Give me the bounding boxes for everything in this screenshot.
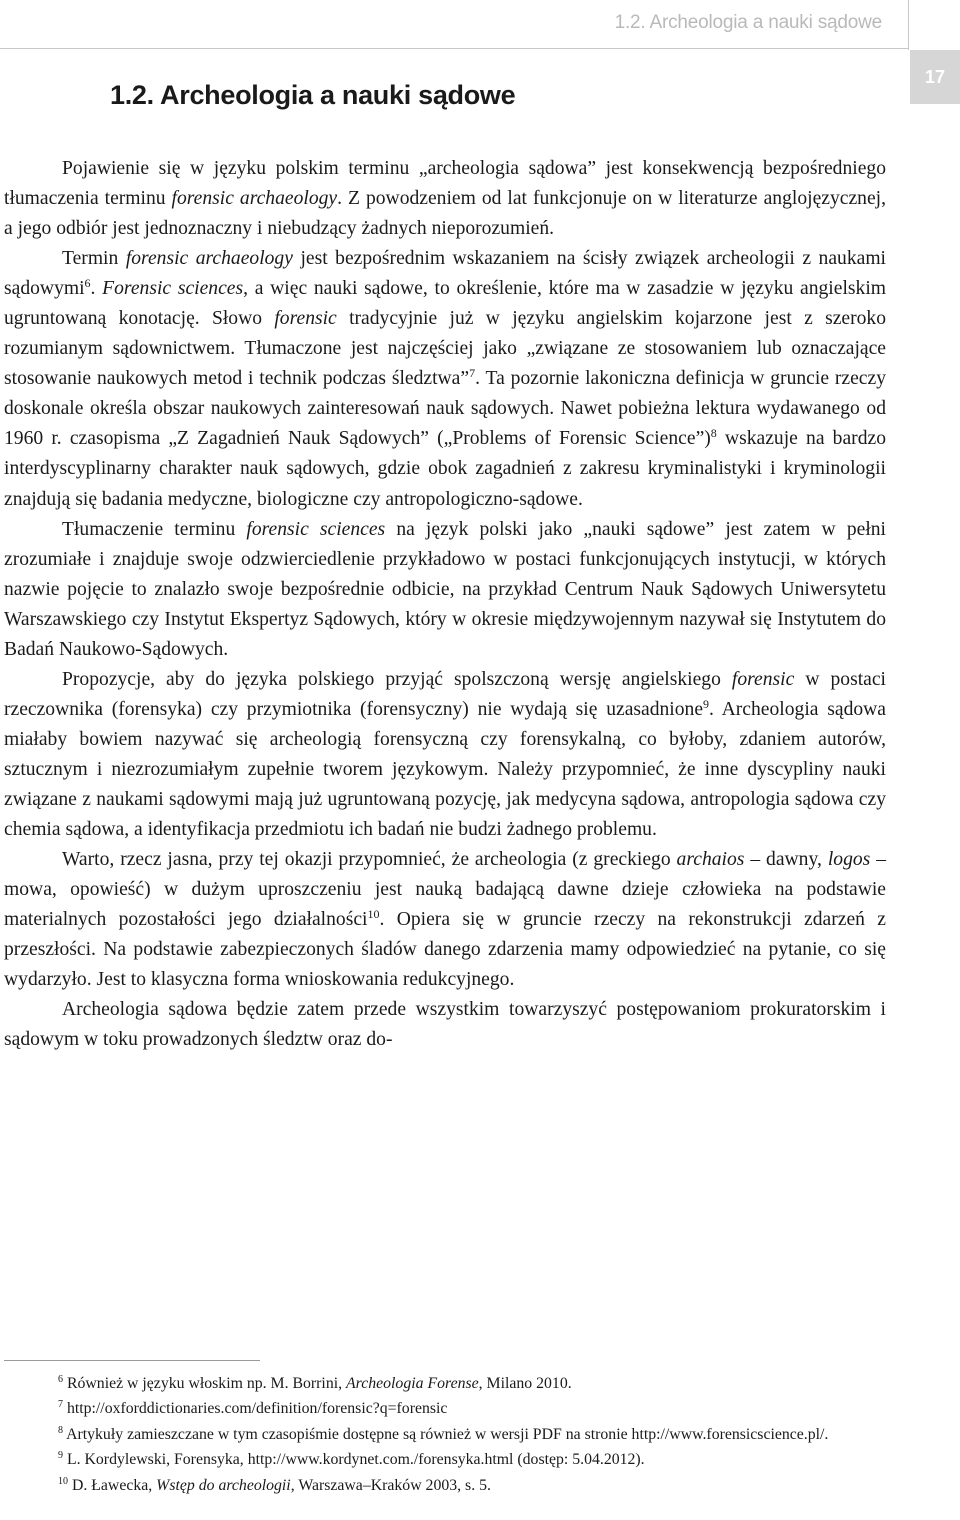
italic-term: Archeologia Forense [346,1375,479,1392]
text-run: Warto, rzecz jasna, przy tej okazji przypomnieć, że archeologia (z greckiego [62,849,677,871]
text-run: http://oxforddictionaries.com/definition/forensic?q=forensic [63,1400,448,1418]
footnote-ref: 8 [58,1424,63,1436]
footnote-ref: 10 [58,1475,68,1487]
text-run: tradycyjnie już w języku angielskim kojarzone jest z szeroko rozumianym sądownictwem. Tłumaczone jest najczęściej jako „związane ze stosowaniem lub oznaczające stosowanie naukowych metod i technik podczas śledztwa” [4,308,886,390]
text-run: Artykuły zamieszczane w tym czasopiśmie dostępne są również w wersji PDF na stronie http://www.forensicscience.pl/. [63,1425,829,1443]
text-run: D. Ławecka, [68,1476,157,1494]
running-title: 1.2. Archeologia a nauki sądowe [614,12,882,33]
text-run: Propozycje, aby do języka polskiego przyjąć spolszczoną wersję angielskiego [62,668,732,690]
running-header [0,0,960,52]
italic-term: archaios [676,849,745,871]
text-run: – dawny, [744,849,828,871]
paragraph [4,665,886,845]
text-run: . Archeologia sądowa miałaby bowiem nazywać się archeologią forensyczną czy forensykalną, co byłoby, zdaniem autorów, sztucznym i niezrozumiałym zupełnie tworem językowym. Należy przypomnieć, że inne dyscypliny nauki związane z naukami sądowymi mają już ugruntowaną pozycję, jak medycyna sądowa, antropologia sądowa czy chemia sądowa, a identyfikacja przedmiotu ich badań nie budzi żadnego problemu. [4,698,887,841]
footnote-rule [4,1360,260,1361]
text-run: L. Kordylewski, Forensyka, http://www.kordynet.com./forensyka.html (dostęp: 5.04.2012). [63,1451,645,1469]
footnote [4,1447,886,1472]
footnote-ref: 9 [58,1450,63,1462]
italic-term: forensic [274,308,337,330]
italic-term: logos [827,849,871,871]
italic-term: forensic sciences [246,518,386,540]
italic-term: forensic archaeology [125,248,293,270]
footnote-ref: 10 [367,907,380,922]
text-run: Archeologia sądowa będzie zatem przede wszystkim towarzyszyć postępowaniom prokuratorskim i sądowym w toku prowadzonych śledztw oraz do- [4,999,886,1051]
text-run: Tłumaczenie terminu [62,518,247,540]
paragraph [4,845,886,995]
footnote-ref: 8 [710,426,717,441]
text-run: . Z powodzeniem od lat funkcjonuje on w literaturze anglojęzycznej, a jego odbiór jest jednoznaczny i niebudzący żadnych nieporozumień. [4,188,886,240]
body-text [4,154,886,1055]
text-run: , Milano 2010. [478,1375,572,1392]
text-run: na język polski jako „nauki sądowe” jest zatem w pełni zrozumiałe i znajduje swoje odzwierciedlenie przykładowo w postaci funkcjonujących instytucji, w których nazwie pojęcie to znalazło swoje bezpośrednie odbicie, na przykład Centrum Nauk Sądowych Uniwersytetu Warszawskiego czy Instytut Ekspertyz Sądowych, który w okresie międzywojennym nazywał się Instytutem do Badań Naukowo-Sądowych. [4,518,887,660]
section-title: 1.2. Archeologia a nauki sądowe [110,80,516,110]
text-run: – mowa, opowieść) w dużym uproszczeniu jest nauką badającą dawne dzieje człowieka na podstawie materialnych pozostałości jego działalności [4,849,887,931]
text-run: . Opiera się w gruncie rzeczy na rekonstrukcji zdarzeń z przeszłości. Na podstawie zabezpieczonych śladów danego zdarzenia mamy odpowiedzieć na pytanie, co się wydarzyło. Jest to klasyczna forma wnioskowania redukcyjnego. [4,909,886,991]
footnote-ref: 7 [58,1399,63,1411]
footnotes [4,1371,886,1498]
text-run: Termin [62,248,126,270]
text-run: . Ta pozornie lakoniczna definicja w gruncie rzeczy doskonale określa obszar naukowych zainteresowań nauk sądowych. Nawet pobieżna lektura wydawanego od 1960 r. czasopisma „Z Zagadnień Nauk Sądowych” („Problems of Forensic Science”) [4,368,886,450]
header-rule [0,48,908,49]
paragraph [4,515,886,665]
header-vertical-rule [908,0,909,50]
footnote [4,1473,886,1498]
italic-term: Wstęp do archeologii [156,1476,291,1494]
footnote [4,1422,886,1447]
text-run: . [90,278,103,300]
text-run: Pojawienie się w języku polskim terminu „archeologia sądowa” jest konsekwencją bezpośredniego tłumaczenia terminu [4,158,886,210]
text-run: Również w języku włoskim np. M. Borrini, [63,1375,347,1392]
text-run: w postaci rzeczownika (forensyka) czy przymiotnika (forensyczny) nie wydają się uzasadnione [4,668,886,720]
text-run: wskazuje na bardzo interdyscyplinarny charakter nauk sądowych, gdzie obok zagadnień z zakresu kryminalistyki i kryminologii znajdują się badania medyczne, biologiczne czy antropologiczno-sądowe. [4,428,886,510]
text-run: jest bezpośrednim wskazaniem na ścisły związek archeologii z naukami sądowymi [4,248,887,300]
text-run: , a więc nauki sądowe, to określenie, które ma w zasadzie w języku angielskim ugruntowaną konotację. Słowo [4,278,886,330]
footnote-ref: 9 [703,696,710,711]
paragraph [4,244,886,514]
footnote-ref: 6 [84,276,91,291]
footnote-ref: 6 [58,1374,63,1385]
paragraph [4,995,886,1055]
footnote [4,1371,886,1396]
page-number: 17 [910,50,960,104]
footnote [4,1396,886,1421]
italic-term: forensic [731,668,795,690]
italic-term: forensic archaeology [171,188,338,210]
paragraph [4,154,886,244]
text-run: , Warszawa–Kraków 2003, s. 5. [290,1476,491,1494]
italic-term: Forensic sciences [102,278,244,300]
footnote-ref: 7 [469,366,476,381]
